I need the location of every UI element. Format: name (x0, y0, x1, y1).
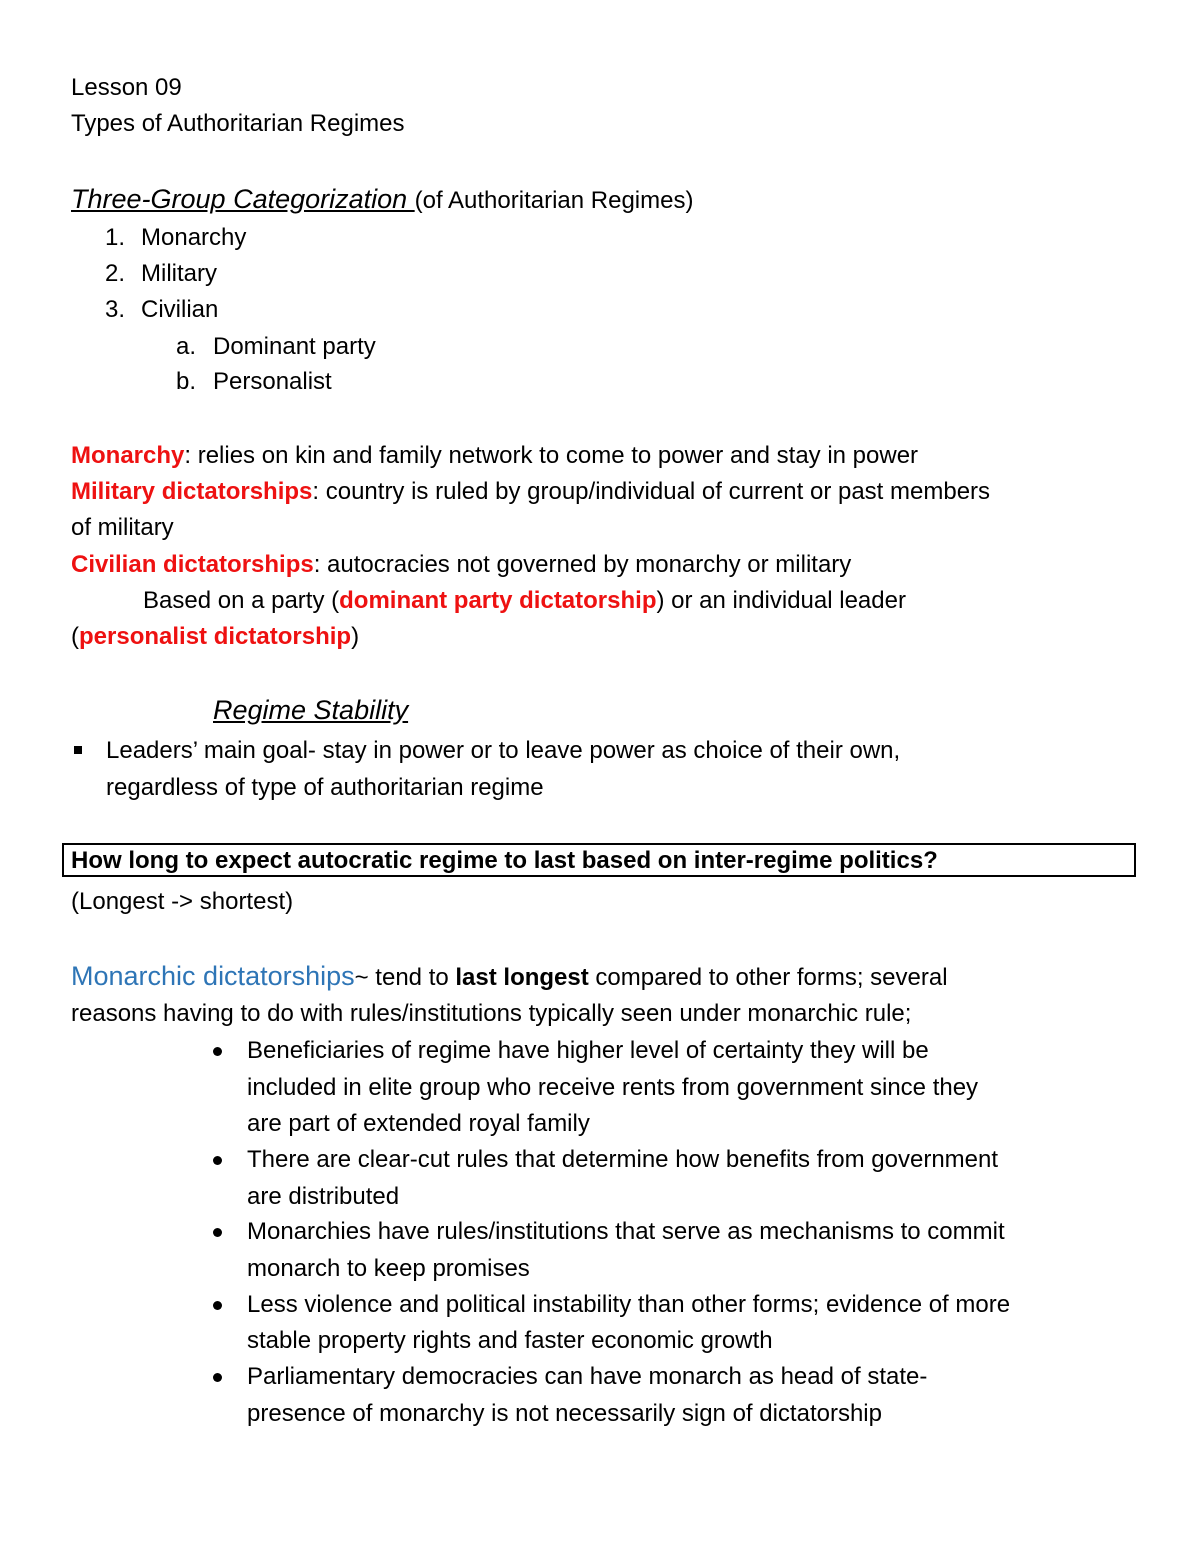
close-paren: ) (351, 623, 360, 650)
definition-civilian (71, 551, 851, 579)
monarchic-bold: last longest (455, 964, 589, 991)
monarchic-line-1 (71, 962, 948, 992)
square-bullet-icon (74, 746, 82, 754)
reason-3-line-2: monarch to keep promises (247, 1255, 530, 1282)
term-civilian: Civilian dictatorships (71, 551, 314, 578)
civilian-basis-middle: ) or an individual leader (656, 587, 906, 614)
reason-2-line-1: There are clear-cut rules that determine how benefits from government (247, 1146, 999, 1173)
civilian-basis-prefix: Based on a party ( (143, 587, 340, 614)
bullet-dot-icon (213, 1373, 222, 1382)
subitem-a-label: Dominant party (213, 333, 376, 360)
definition-monarchy (71, 442, 918, 470)
subitem-a-letter: a. (176, 333, 197, 360)
reason-2-line-2: are distributed (247, 1183, 400, 1210)
list-item-1-number: 1. (105, 224, 126, 251)
monarchic-rest: compared to other forms; several (588, 964, 948, 991)
reason-3-line-1: Monarchies have rules/institutions that serve as mechanisms to commit (247, 1218, 1005, 1245)
list-item-3-number: 3. (105, 296, 126, 323)
bullet-dot-icon (213, 1301, 222, 1310)
document-title: Types of Authoritarian Regimes (71, 110, 405, 137)
list-item-2-number: 2. (105, 260, 126, 287)
categorization-heading (71, 185, 693, 215)
reason-4-line-1: Less violence and political instability than other forms; evidence of more (247, 1291, 1011, 1318)
definition-monarchy-text: : relies on kin and family network to come to power and stay in power (184, 442, 919, 469)
list-item-3-label: Civilian (141, 296, 219, 323)
reason-1-line-3: are part of extended royal family (247, 1110, 590, 1137)
reason-4-line-2: stable property rights and faster economic growth (247, 1327, 773, 1354)
reason-1-line-2: included in elite group who receive rents from government since they (247, 1074, 979, 1101)
definition-civilian-text: : autocracies not governed by monarchy or military (313, 551, 852, 578)
term-personalist: personalist dictatorship (79, 623, 352, 650)
list-item-2-label: Military (141, 260, 217, 287)
question-note: (Longest -> shortest) (71, 888, 294, 915)
stability-bullet-line-1: Leaders’ main goal- stay in power or to leave power as choice of their own, (106, 737, 901, 764)
term-military: Military dictatorships (71, 478, 313, 505)
stability-heading: Regime Stability (213, 695, 409, 725)
bullet-dot-icon (213, 1047, 222, 1056)
monarchic-line-2: reasons having to do with rules/institutions typically seen under monarchic rule; (71, 1000, 912, 1027)
civilian-basis-line (143, 587, 906, 615)
definition-military-text: : country is ruled by group/individual of current or past members (312, 478, 991, 505)
definition-military (71, 478, 990, 506)
question-text: How long to expect autocratic regime to last based on inter-regime politics? (71, 847, 938, 874)
monarchic-tilde: ~ tend to (354, 964, 456, 991)
open-paren: ( (71, 623, 79, 650)
bullet-dot-icon (213, 1228, 222, 1237)
term-monarchic: Monarchic dictatorships (71, 961, 355, 991)
bullet-dot-icon (213, 1156, 222, 1165)
civilian-basis-line-2 (71, 623, 359, 651)
term-dominant-party: dominant party dictatorship (339, 587, 657, 614)
definition-military-cont: of military (71, 514, 174, 541)
reason-1-line-1: Beneficiaries of regime have higher level of certainty they will be (247, 1037, 929, 1064)
term-monarchy: Monarchy (71, 442, 185, 469)
subitem-b-label: Personalist (213, 368, 332, 395)
categorization-heading-suffix: (of Authoritarian Regimes) (414, 187, 694, 214)
list-item-1-label: Monarchy (141, 224, 247, 251)
stability-bullet-line-2: regardless of type of authoritarian regime (106, 774, 544, 801)
reason-5-line-2: presence of monarchy is not necessarily sign of dictatorship (247, 1400, 882, 1427)
subitem-b-letter: b. (176, 368, 197, 395)
reason-5-line-1: Parliamentary democracies can have monarch as head of state- (247, 1363, 928, 1390)
lesson-number: Lesson 09 (71, 74, 182, 101)
categorization-heading-text: Three-Group Categorization (71, 184, 415, 214)
